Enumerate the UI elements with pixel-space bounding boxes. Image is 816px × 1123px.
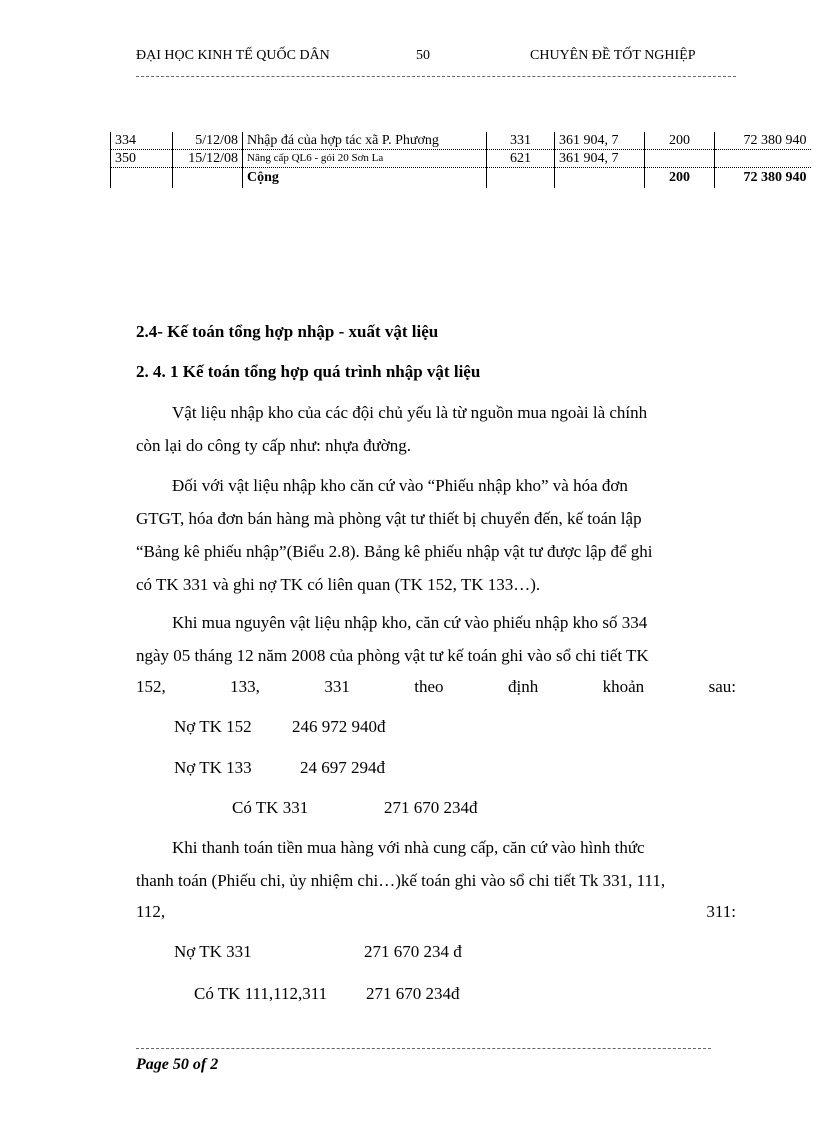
cell-date: 5/12/08	[173, 132, 243, 150]
cell-empty	[173, 168, 243, 189]
cell-qty: 200	[645, 132, 715, 150]
entry-debit-amount: 271 670 234 đ	[364, 942, 462, 961]
paragraph-line: còn lại do công ty cấp như: nhựa đường.	[136, 436, 412, 455]
subsection-heading: 2. 4. 1 Kế toán tổng hợp quá trình nhập vật liệu	[136, 362, 481, 381]
paragraph-line: Vật liệu nhập kho của các đội chủ yếu là từ nguồn mua ngoài là chính	[172, 403, 648, 422]
cell-acct: 621	[487, 150, 555, 168]
paragraph-line: GTGT, hóa đơn bán hàng mà phòng vật tư thiết bị chuyển đến, kế toán lập	[136, 509, 642, 528]
receipt-table	[110, 132, 811, 188]
entry-debit-amount: 24 697 294đ	[300, 758, 385, 777]
total-qty: 200	[645, 168, 715, 189]
word: theo	[414, 677, 444, 696]
cell-date: 15/12/08	[173, 150, 243, 168]
justified-line	[136, 902, 736, 922]
header-page-number: 50	[416, 48, 430, 63]
word: khoản	[602, 677, 645, 696]
word: 331	[324, 677, 350, 696]
cell-empty	[487, 168, 555, 189]
cell-price: 361 904, 7	[555, 150, 645, 168]
paragraph-line: thanh toán (Phiếu chi, ủy nhiệm chi…)kế toán ghi vào sổ chi tiết Tk 331, 111,	[136, 871, 666, 890]
table-total-row	[111, 168, 811, 189]
cell-no: 350	[111, 150, 173, 168]
entry-credit-label: Có TK 331	[232, 798, 309, 817]
footer-divider	[136, 1048, 711, 1049]
cell-amount	[715, 150, 811, 168]
cell-no: 334	[111, 132, 173, 150]
entry-credit-amount: 271 670 234đ	[384, 798, 478, 817]
entry-debit-label: Nợ TK 331	[174, 942, 252, 961]
page-footer: Page 50 of 2	[136, 1056, 219, 1073]
header-school: ĐẠI HỌC KINH TẾ QUỐC DÂN	[136, 48, 330, 63]
paragraph-line: ngày 05 tháng 12 năm 2008 của phòng vật tư kế toán ghi vào sổ chi tiết TK	[136, 646, 649, 665]
entry-debit-amount: 246 972 940đ	[292, 717, 386, 736]
paragraph-line: có TK 331 và ghi nợ TK có liên quan (TK 152, TK 133…).	[136, 575, 541, 594]
header-thesis-title: CHUYÊN ĐỀ TỐT NGHIỆP	[530, 48, 696, 63]
table-row	[111, 150, 811, 168]
total-label: Cộng	[243, 168, 487, 189]
total-amount: 72 380 940	[715, 168, 811, 189]
cell-empty	[111, 168, 173, 189]
header-divider	[136, 76, 736, 77]
entry-debit-label: Nợ TK 133	[174, 758, 252, 777]
entry-credit-amount: 271 670 234đ	[366, 984, 460, 1003]
entry-debit-label: Nợ TK 152	[174, 717, 252, 736]
paragraph-line: “Bảng kê phiếu nhập”(Biểu 2.8). Bảng kê phiếu nhập vật tư được lập để ghi	[136, 542, 653, 561]
word: sau:	[708, 677, 736, 696]
word: 152,	[136, 677, 166, 696]
paragraph-line: Khi thanh toán tiền mua hàng với nhà cung cấp, căn cứ vào hình thức	[172, 838, 645, 857]
cell-empty	[555, 168, 645, 189]
cell-acct: 331	[487, 132, 555, 150]
word: 311:	[706, 902, 736, 921]
cell-desc: Nhập đá của hợp tác xã P. Phương	[243, 132, 487, 150]
word: 112,	[136, 902, 166, 921]
cell-qty	[645, 150, 715, 168]
paragraph-line: Đối với vật liệu nhập kho căn cứ vào “Phiếu nhập kho” và hóa đơn	[172, 476, 628, 495]
justified-line	[136, 677, 736, 697]
cell-price: 361 904, 7	[555, 132, 645, 150]
word: 133,	[230, 677, 260, 696]
cell-desc: Nâng cấp QL6 - gói 20 Sơn La	[243, 150, 487, 168]
paragraph-line: Khi mua nguyên vật liệu nhập kho, căn cứ vào phiếu nhập kho số 334	[172, 613, 648, 632]
section-heading: 2.4- Kế toán tổng hợp nhập - xuất vật liệu	[136, 322, 439, 341]
cell-amount: 72 380 940	[715, 132, 811, 150]
table-row	[111, 132, 811, 150]
word: định	[507, 677, 539, 696]
entry-credit-label: Có TK 111,112,311	[194, 984, 328, 1003]
